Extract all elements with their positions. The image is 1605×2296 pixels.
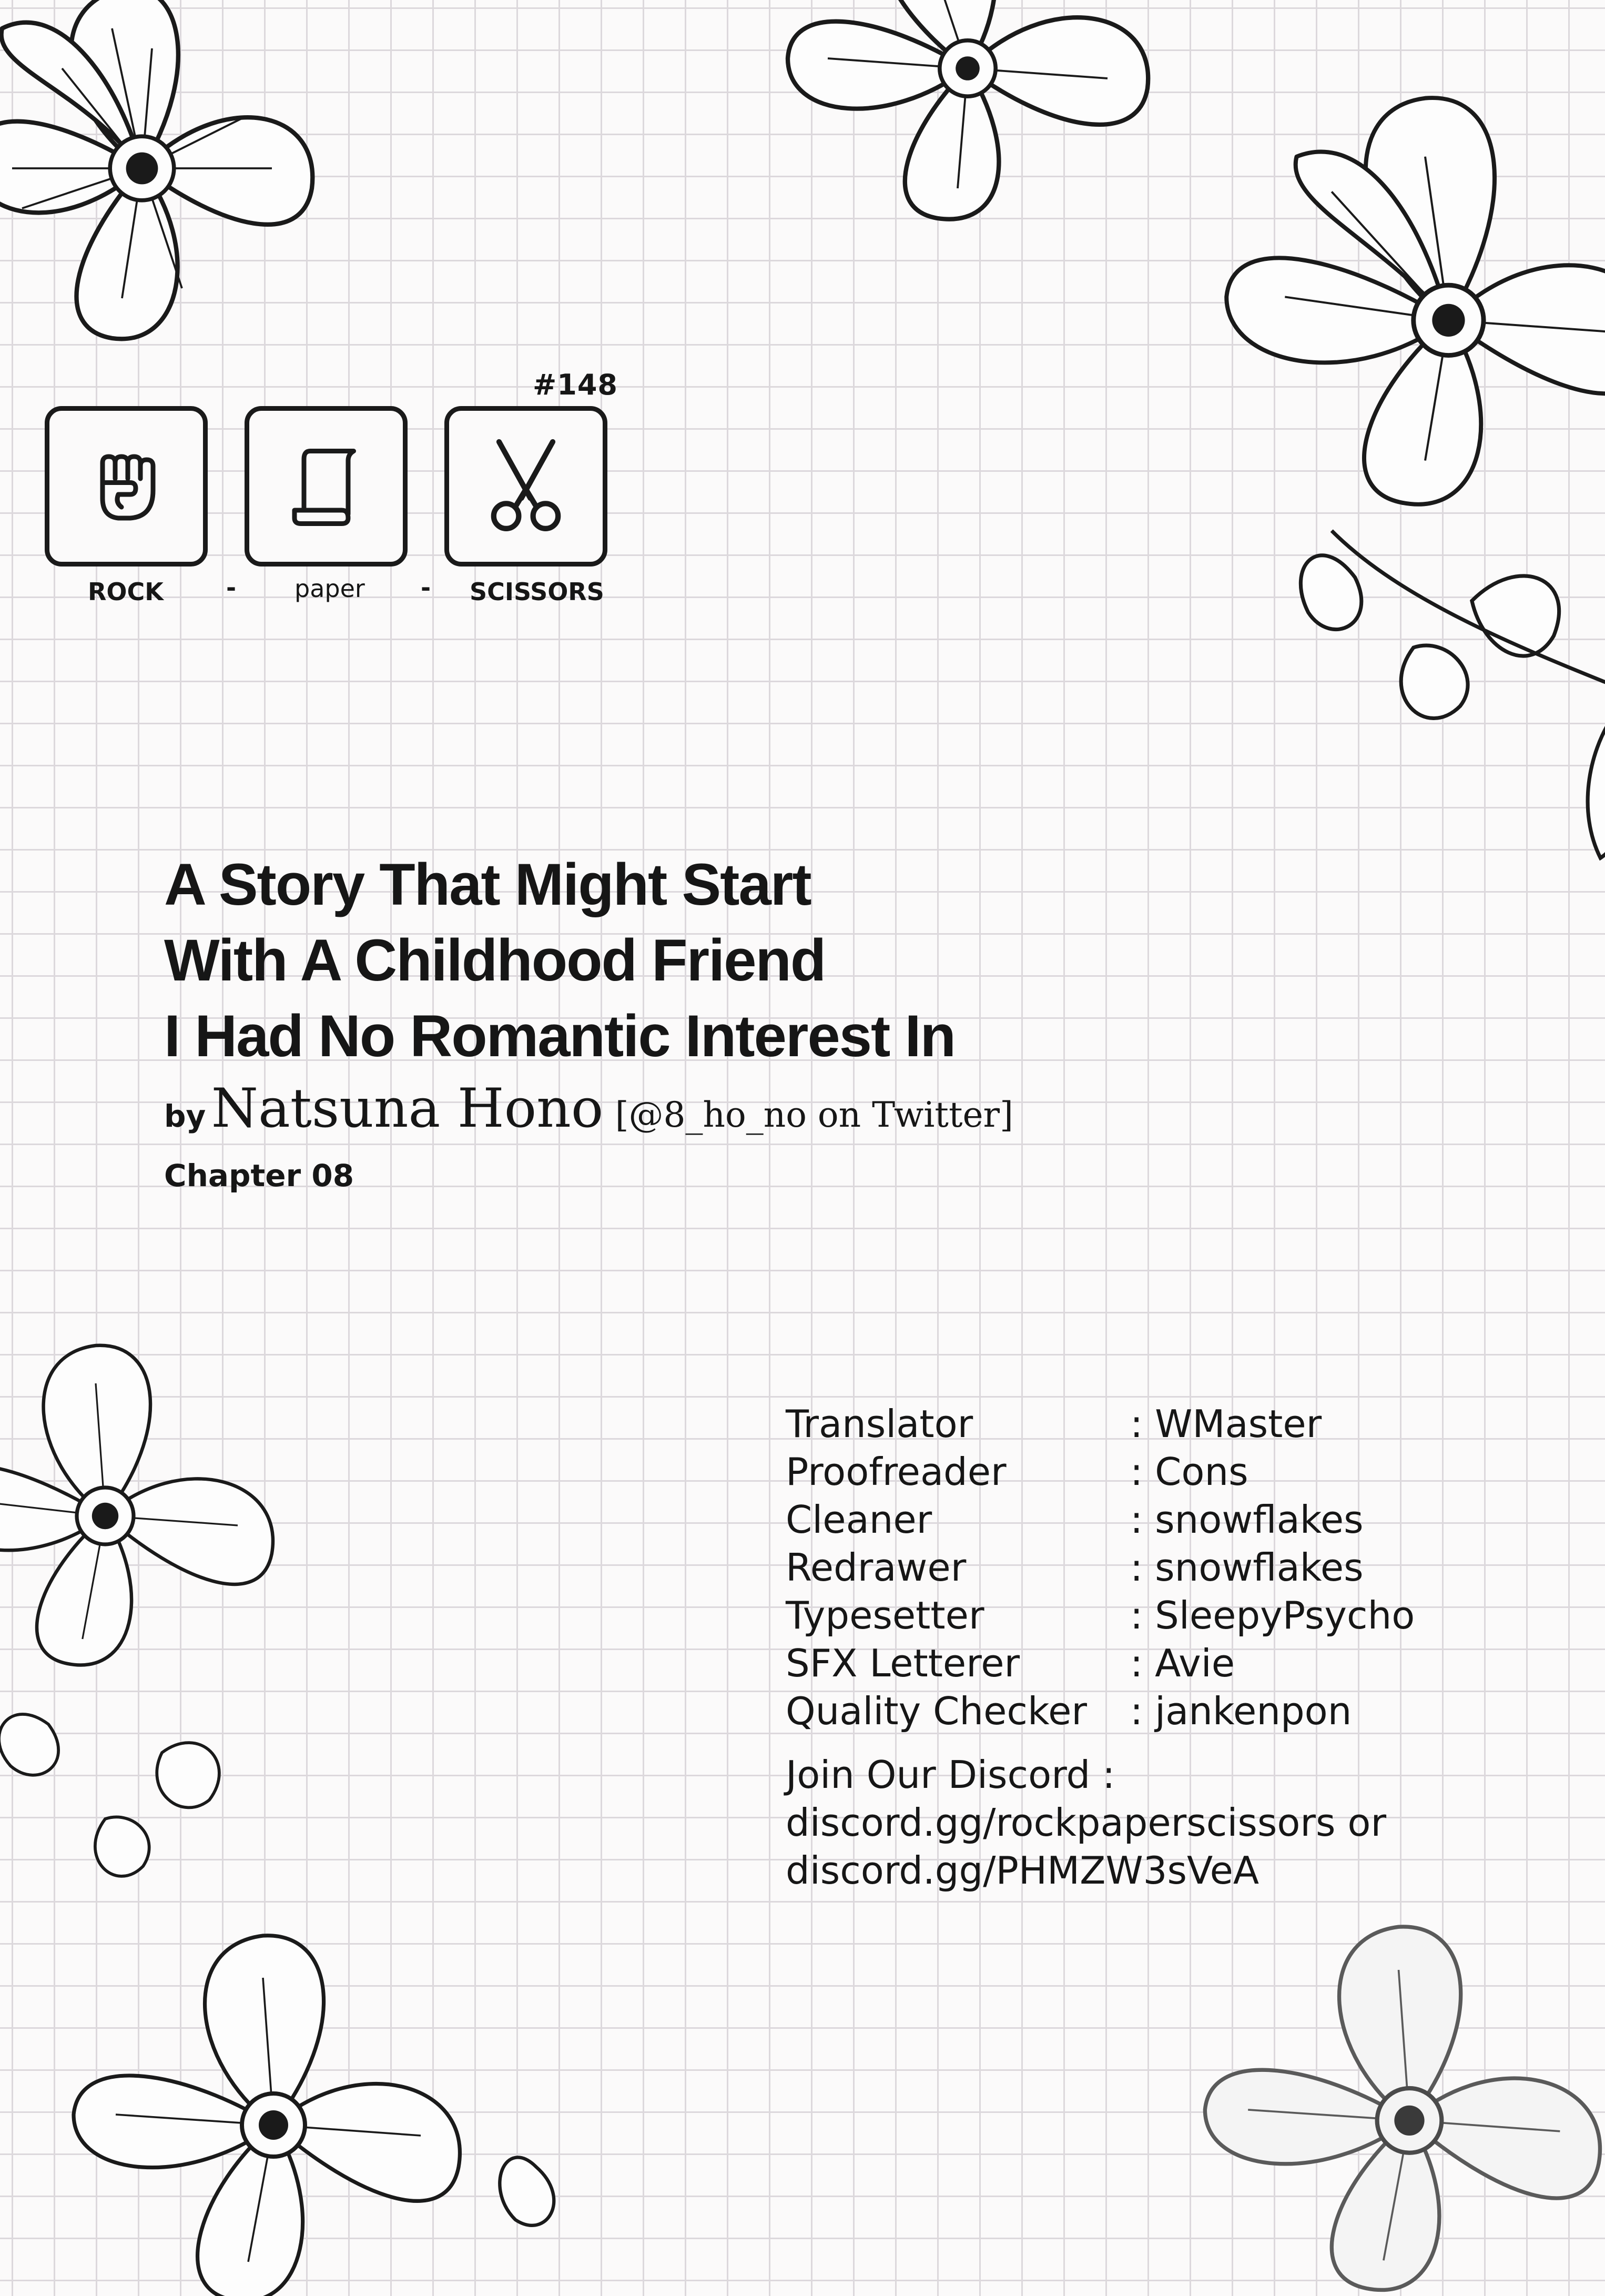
flower-illustration-top-center	[768, 0, 1167, 210]
credit-role: Redrawer	[786, 1545, 967, 1590]
credit-name: : Cons	[1130, 1450, 1248, 1494]
flower-illustration-bottom-left	[0, 1326, 294, 2009]
credit-row	[786, 1496, 1574, 1544]
logo-label-scissors: SCISSORS	[470, 578, 604, 606]
title-line: A Story That Might Start	[164, 852, 811, 917]
credit-row	[786, 1640, 1574, 1687]
credit-row	[786, 1400, 1574, 1448]
author-handle: [@8_ho_no on Twitter]	[615, 1095, 1013, 1135]
flower-illustration-bottom-center	[21, 1915, 652, 2293]
flower-illustration-bottom-right	[1173, 1883, 1605, 2293]
credit-row	[786, 1448, 1574, 1496]
credit-row	[786, 1592, 1574, 1640]
scissors-box	[444, 406, 607, 567]
credit-row	[786, 1687, 1574, 1735]
fist-icon	[87, 447, 166, 526]
logo-issue-number: #148	[533, 368, 618, 401]
credit-role: Translator	[786, 1402, 973, 1446]
credit-role: SFX Letterer	[786, 1641, 1020, 1685]
discord-info	[786, 1751, 1574, 1895]
paper-box	[245, 406, 408, 567]
flower-illustration-top-left	[0, 0, 347, 368]
discord-heading: Join Our Discord :	[786, 1753, 1115, 1797]
credit-name: : SleepyPsycho	[1130, 1593, 1415, 1637]
logo-separator: -	[226, 573, 237, 602]
credits-block	[786, 1400, 1574, 1895]
logo-separator: -	[421, 573, 431, 602]
credit-role: Quality Checker	[786, 1689, 1087, 1733]
title-block	[164, 847, 1163, 1193]
credit-name: : jankenpon	[1130, 1689, 1352, 1733]
by-label: by	[164, 1098, 206, 1134]
title-line: I Had No Romantic Interest In	[164, 1003, 955, 1069]
author-name: Natsuna Hono	[211, 1077, 604, 1140]
credit-name: : Avie	[1130, 1641, 1235, 1685]
credit-role: Proofreader	[786, 1450, 1007, 1494]
credit-name: : snowflakes	[1130, 1545, 1364, 1590]
scissors-icon	[481, 437, 571, 537]
scroll-icon	[287, 442, 365, 531]
logo-label-paper: paper	[294, 574, 365, 603]
credit-name: : snowflakes	[1130, 1498, 1364, 1542]
rock-paper-scissors-logo	[45, 368, 623, 615]
chapter-label: Chapter 08	[164, 1158, 354, 1193]
discord-link: discord.gg/PHMZW3sVeA	[786, 1848, 1259, 1893]
credit-row	[786, 1544, 1574, 1592]
flower-illustration-top-right	[1188, 63, 1605, 905]
discord-link: discord.gg/rockpaperscissors or	[786, 1801, 1387, 1845]
credit-role: Typesetter	[786, 1593, 984, 1637]
logo-label-rock: ROCK	[88, 578, 164, 606]
title-line: With A Childhood Friend	[164, 927, 826, 993]
credit-role: Cleaner	[786, 1498, 932, 1542]
byline	[164, 1077, 1163, 1140]
rock-box	[45, 406, 208, 567]
credit-name: : WMaster	[1130, 1402, 1322, 1446]
